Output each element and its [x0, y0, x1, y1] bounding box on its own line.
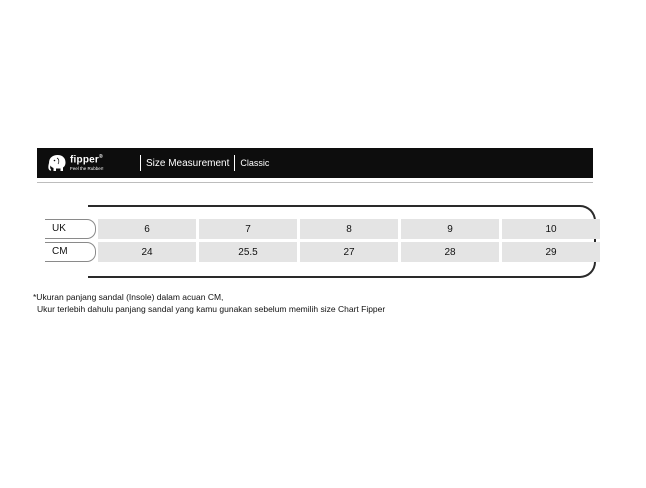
footnote — [33, 291, 385, 315]
size-cell: 28 — [401, 242, 499, 262]
elephant-icon — [45, 153, 67, 173]
page-title: Size Measurement — [146, 157, 230, 169]
size-cell: 24 — [98, 242, 196, 262]
footnote-line-2: Ukur terlebih dahulu panjang sandal yang kamu gunakan sebelum memilih size Chart Fipper — [37, 304, 386, 314]
header-divider — [234, 155, 235, 171]
footnote-line-1: *Ukuran panjang sandal (Insole) dalam acuan CM, — [33, 292, 224, 302]
product-variant: Classic — [240, 158, 270, 168]
row-label-uk: UK — [45, 219, 96, 239]
size-cell: 8 — [300, 219, 398, 239]
header-bar — [37, 148, 593, 178]
brand-text — [70, 155, 104, 172]
brand-tagline: Feel the Rubber! — [70, 165, 104, 171]
size-cell: 6 — [98, 219, 196, 239]
brand-name: fipper® — [70, 153, 103, 165]
header-divider — [140, 155, 141, 171]
size-cell: 29 — [502, 242, 600, 262]
size-row-uk — [98, 219, 600, 239]
size-cell: 25.5 — [199, 242, 297, 262]
size-row-cm — [98, 242, 600, 262]
row-label-cm: CM — [45, 242, 96, 262]
size-cell: 10 — [502, 219, 600, 239]
size-cell: 27 — [300, 242, 398, 262]
divider — [37, 182, 593, 183]
size-cell: 7 — [199, 219, 297, 239]
size-cell: 9 — [401, 219, 499, 239]
brand-logo — [45, 153, 135, 173]
registered-mark: ® — [98, 153, 103, 160]
